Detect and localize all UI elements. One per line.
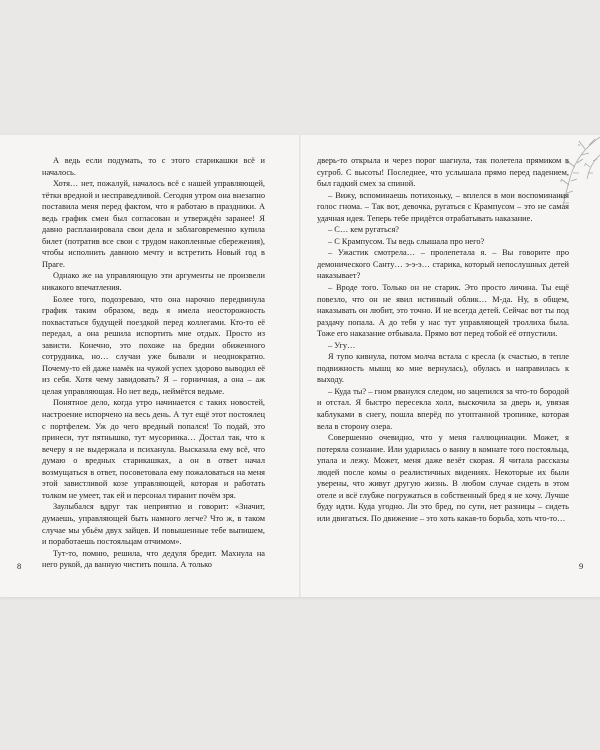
paragraph: Тут-то, помню, решила, что дедуля бредит. Махнула на него рукой, да ванную чистить пошла. А только bbox=[42, 548, 265, 570]
paragraph: – Куда ты? – гном рванулся следом, но зацепился за что-то бородой и отстал. Я быстро пересекла холл, выскочила за дверь и, увязая каблуками в снегу, пошла вперёд по утоптанной тропинке, которая вела в сторону озера. bbox=[317, 386, 569, 431]
page-number-left: 8 bbox=[17, 561, 22, 571]
paragraph: А ведь если подумать, то с этого старикашки всё и началось. bbox=[42, 156, 265, 177]
paragraph: Более того, подозреваю, что она нарочно передвинула график таким образом, ведь я имела неосторожность похвастаться будущей поездкой перед коллегами. Кто-то её передал, а она решила испортить мне отдых. Просто из зависти. Конечно, это похоже на бредни обиженного сотрудника, но… случаи уже бывали и неоднократно. Почему-то ей даже намёк на чужой успех здорово выводил её из себя. Хотя чему завидовать? Я – горничная, а она – аж целая управляющая. Но нет ведь, неймётся ведьме. bbox=[42, 294, 265, 396]
paragraph: Я тупо кивнула, потом молча встала с кресла (к счастью, в тепле подвижность мышц ко мне вернулась), обулась и направилась к выходу. bbox=[317, 352, 569, 385]
left-page-text bbox=[42, 155, 265, 571]
right-page-text bbox=[317, 155, 569, 525]
paragraph: – Вижу, вспоминаешь потихоньку, – вплелся в мои воспоминания голос гнома. – Так вот, девочка, ругаться с Крампусом – это не самая удачная идея. Теперь тебе придётся отрабатывать наказание. bbox=[317, 190, 569, 223]
paragraph: Заулыбался вдруг так неприятно и говорит: «Значит, думаешь, управляющей быть намного легче? Что ж, в таком случае мы убьём двух зайцев. И повышенные тебе выпишем, и поработаешь постояльцам отчимом». bbox=[42, 502, 265, 547]
paragraph: – С… кем ругаться? bbox=[328, 225, 400, 235]
paragraph: – Угу… bbox=[328, 340, 356, 350]
paragraph: – Вроде того. Только он не старик. Это просто личина. Ты ещё повезло, что он не явил истинный облик… М-да. Ну, в общем, наказывать он любит, это точно. И не всегда детей. Сейчас вот ты под раздачу попала. А до тебя у нас тут управляющей троллиха была. Тоже его наказание отбывала. Прямо вот перед тобой её отпустили. bbox=[317, 283, 569, 339]
paragraph: Понятное дело, когда утро начинается с таких новостей, настроение испорчено на весь день. А тут ещё этот постоялец с портфелем. Уж до чего вредный попался! То подай, это принеси, тут пятнышко, тут мусоринка… Достал так, что к вечеру я не выдержала и психанула. Высказала ему всё, что думаю о вредных старикашках, а он в ответ начал возмущаться в ответ, посоветовала ему пожаловаться на меня этой завистливой козе управляющей, которая и работать толком не умеет, так ей и персонал тиранит почём зря. bbox=[42, 398, 265, 500]
paragraph: – С Крампусом. Ты ведь слышала про него? bbox=[328, 236, 485, 246]
paragraph: Совершенно очевидно, что у меня галлюцинации. Может, я потеряла сознание. Или ударилась о ванну в комнате того постояльца, упала и лежу. Может, меня даже везёт скорая. Я читала рассказы людей после комы о реалистичных видениях. Некоторые их были уверены, что живут другую жизнь. В любом случае сидеть в этом отеле и всё глубже погружаться в собственный бред я не хочу. Лучше буду идти. Куда угодно. Ли это бред, по сути, нет разницы – сидеть или двигаться. По движение – это хоть какая-то борьба, хоть что-то… bbox=[317, 433, 569, 523]
book-spread bbox=[0, 135, 600, 597]
paragraph: – Ужастик смотрела… – пролепетала я. – Вы говорите про демонического Санту… э-э-э… старика, который непослушных детей наказывает? bbox=[317, 248, 569, 281]
left-page bbox=[0, 135, 299, 597]
page-number-right: 9 bbox=[579, 561, 584, 571]
paragraph: дверь-то открыла и через порог шагнула, так полетела прямиком в сугроб. С высоты! Последнее, что услышала прямо перед падением, был гадкий смех за спиной. bbox=[317, 156, 569, 189]
paragraph: Хотя… нет, пожалуй, началось всё с нашей управляющей, тётки вредной и несправедливой. Сегодня утром она внезапно поставила меня перед фактом, что я работаю в праздники. А ведь график смен был согласован и утверждён заранее! Я давно распланировала свои дела и заблаговременно купила билет (потратив все свои с трудом накопленные сбережения), чтобы исполнить давнюю мечту и встретить Новый год в Праге. bbox=[42, 179, 265, 269]
right-page bbox=[301, 135, 600, 597]
paragraph: Однако же на управляющую эти аргументы не произвели никакого впечатления. bbox=[42, 271, 265, 293]
